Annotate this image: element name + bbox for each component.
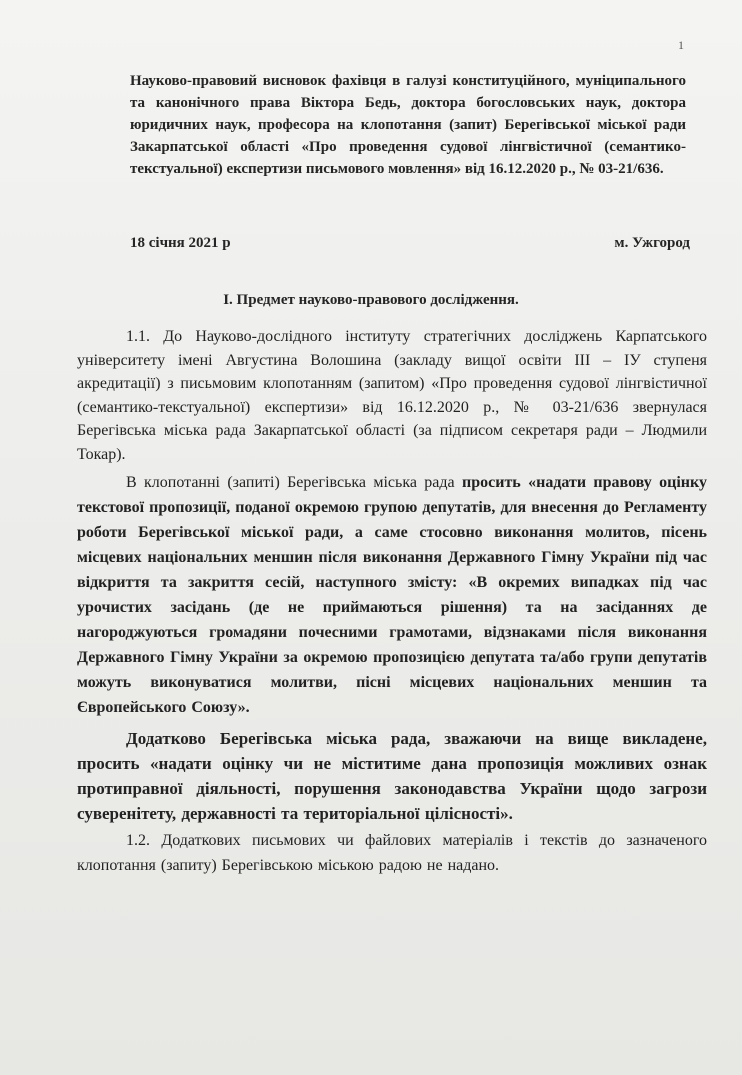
document-date: 18 січня 2021 р [130, 235, 231, 251]
paragraph-1-1: 1.1. До Науково-дослідного інституту стратегічних досліджень Карпатського університету імені Августина Волошина (закладу вищої освіти ІІІ – ІУ ступеня акредитації) з письмовим клопотанням (запитом) «Про проведення судової лінгвістичної (семантико-текстуальної) експертизи» від 16.12.2020 р., № 03-21/636 звернулася Берегівська міська рада Закарпатської області (за підписом секретаря ради – Людмили Токар). [77, 328, 707, 463]
page-number: 1 [678, 38, 684, 52]
paragraph-additional-request: Додатково Берегівська міська рада, зважаючи на вище викладене, просить «надати оцінку чи не міститиме дана пропозиція можливих ознак протиправної діяльності, порушення законодавства України щодо загрози суверенітету, державності та територіальної цілісності». [77, 729, 707, 823]
paragraph-request [77, 470, 707, 720]
document-city: м. Ужгород [614, 235, 690, 251]
date-place-row [130, 233, 690, 253]
paragraph-1-2: 1.2. Додаткових письмових чи файлових матеріалів і текстів до зазначеного клопотання (запиту) Берегівською міською радою не надано. [77, 832, 707, 874]
document-body [77, 325, 707, 878]
section-title: І. Предмет науково-правового дослідження. [223, 292, 519, 308]
paragraph-request-quote: просить «надати правову оцінку текстової пропозиції, поданої окремою групою депутатів, для внесення до Регламенту роботи Берегівської міської ради, а саме стосовно виконання молитов, пісень місцевих національних меншин після виконання Державного Гімну України під час відкриття та закриття сесій, наступного змісту: «В окремих випадках під час урочистих засідань (де не приймаються рішення) та на засіданнях де нагороджуються громадяни почесними грамотами, відзнаками після виконання Державного Гімну України за окремою пропозицією депутата та/або групи депутатів можуть виконуватися молитви, пісні місцевих національних меншин та Європейського Союзу». [77, 474, 708, 716]
document-header: Науково-правовий висновок фахівця в галузі конституційного, муніципального та канонічного права Віктора Бедь, доктора богословських наук, доктора юридичних наук, професора на клопотання (запит) Берегівської міської ради Закарпатської області «Про проведення судової лінгвістичної (семантико-текстуальної) експертизи письмового мовлення» від 16.12.2020 р., № 03-21/636. [130, 73, 686, 177]
paragraph-request-lead: В клопотанні (запиті) Берегівська міська рада [126, 474, 462, 491]
